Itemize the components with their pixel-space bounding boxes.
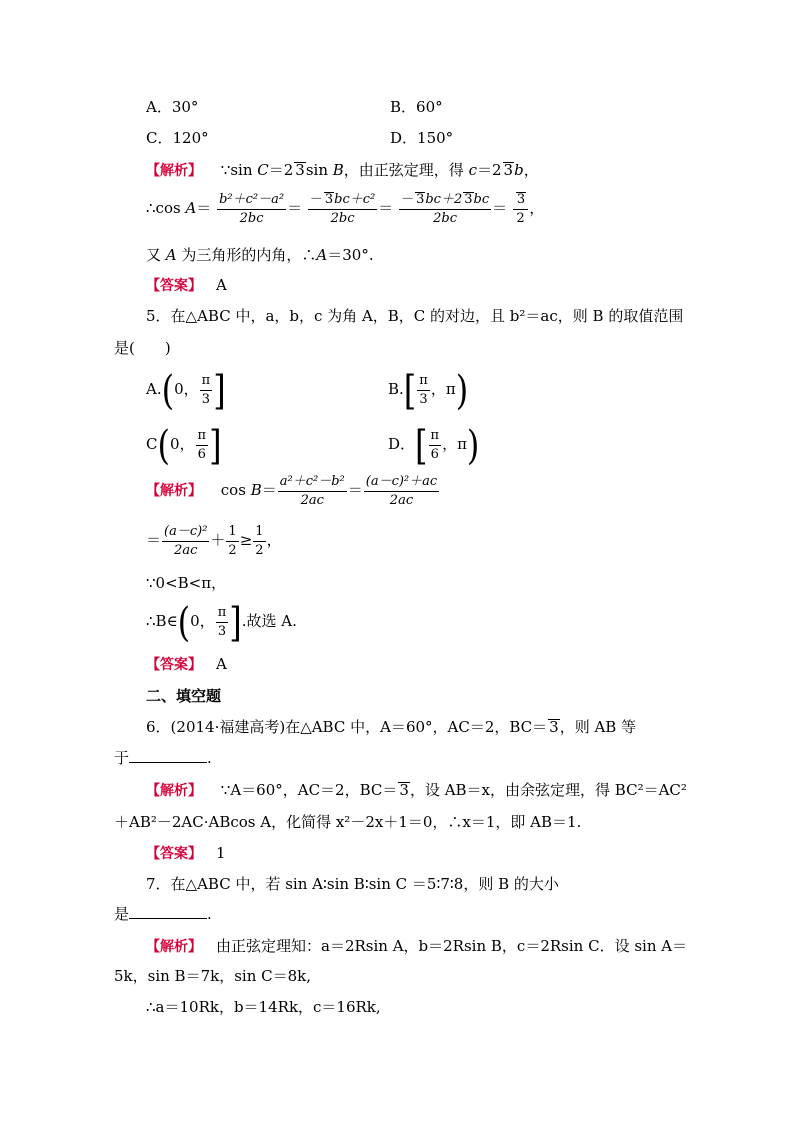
fraction: $\frac{3}{2}$ <box>513 192 528 227</box>
sqrt: 3 <box>295 161 305 179</box>
q4-option-d: D．150° <box>390 129 454 147</box>
fraction: $\frac{\text{b²＋c²－a²}}{2bc}$ <box>219 191 285 226</box>
q5-stem-line-1: 5．在△ABC 中，a，b，c 为角 A，B，C 的对边，且 b²＝ac，则 B 的取值范围 <box>146 307 684 325</box>
fraction: $\frac{\text{－ 3bc＋c²}}{2bc}$ <box>309 191 376 226</box>
q5-analysis-line-1: 【解析】 cos B＝ $\frac{\text{a²＋c²－b²}}{2ac}$ ＝ $\frac{\text{(a－c)²＋ac}}{2ac}$ <box>146 473 438 508</box>
fraction: $\frac{1}{2}$ <box>228 523 237 558</box>
analysis-tag: 【解析】 <box>146 939 202 955</box>
q4-answer: 【答案】 A <box>146 276 227 294</box>
answer-tag: 【答案】 <box>146 846 202 862</box>
analysis-tag: 【解析】 <box>146 163 202 179</box>
q4-option-b: B．60° <box>390 98 443 116</box>
fraction: $\frac{\pi}{6}$ <box>197 427 207 462</box>
fraction: $\frac{\pi}{3}$ <box>419 372 428 407</box>
q6-stem-line-1: 6．(2014·福建高考)在△ABC 中，A＝60°，AC＝2，BC＝ 3，则 AB 等 <box>146 718 637 736</box>
q4-option-c: C．120° <box>146 129 209 147</box>
sqrt: 3 <box>549 718 559 736</box>
q6-analysis-line-2: ＋AB²－2AC·ABcos A，化简得 x²－2x＋1＝0，∴x＝1，即 AB＝1. <box>114 813 582 831</box>
q5-option-b: B.[ $\frac{\pi}{3}$ ，π) <box>388 366 469 414</box>
fraction: $\frac{- 3bc+2 3bc}{2bc}$ <box>401 191 490 226</box>
q7-stem-line-2: 是 . <box>114 905 212 923</box>
analysis-tag: 【解析】 <box>146 783 202 799</box>
q5-analysis-line-2: ＝ $\frac{\text{(a－c)²}}{2ac}$ ＋ $\frac{1}{2}$ ≥ $\frac{1}{2}$ ， <box>146 523 282 558</box>
sqrt: 3 <box>399 781 409 799</box>
fraction: $\frac{\text{(a－c)²＋ac}}{2ac}$ <box>365 473 438 508</box>
fraction: $\frac{\pi}{3}$ <box>217 604 227 639</box>
q5-analysis-line-3: ∵0<B<π， <box>146 574 227 592</box>
answer-tag: 【答案】 <box>146 657 202 673</box>
q7-analysis-line-3: ∴a＝10Rk，b＝14Rk，c＝16Rk, <box>146 998 381 1016</box>
fraction: $\frac{\text{(a－c)²}}{2ac}$ <box>164 523 208 558</box>
q4-analysis-line-2: ∴cos A＝ $\frac{\text{b²＋c²－a²}}{2bc}$ ＝ $\frac{\text{－ 3bc＋c²}}{2bc}$ ＝ $\frac{- 3bc+2 3bc}{2bc}$ ＝ $\frac{3}{2}$ ， <box>146 191 545 226</box>
section-heading: 二、填空题 <box>146 687 222 705</box>
q7-analysis-line-2: 5k，sin B＝7k，sin C＝8k, <box>114 967 312 985</box>
q7-analysis-line-1: 【解析】 由正弦定理知：a＝2Rsin A，b＝2Rsin B，c＝2Rsin C．设 sin A＝ <box>146 937 688 955</box>
answer-blank <box>129 748 207 763</box>
q5-option-a: A.(0， $\frac{\pi}{3}$ ] <box>146 366 226 414</box>
q4-option-a: A．30° <box>146 98 199 116</box>
q6-analysis-line-1: 【解析】 ∵A＝60°，AC＝2，BC＝ 3，设 AB＝x，由余弦定理，得 BC²＝AC² <box>146 781 687 799</box>
q6-stem-line-2: 于 . <box>114 749 212 767</box>
q5-analysis-line-4: ∴B∈(0， $\frac{\pi}{3}$ ].故选 A. <box>146 598 297 646</box>
fraction: $\frac{\pi}{3}$ <box>201 372 211 407</box>
fraction: $\frac{\pi}{6}$ <box>430 427 440 462</box>
q4-analysis-line-1: 【解析】 ∵sin C＝2 3sin B，由正弦定理，得 c＝2 3b， <box>146 161 539 179</box>
q5-option-d: D．[ $\frac{\pi}{6}$ ，π) <box>388 421 480 469</box>
answer-tag: 【答案】 <box>146 278 202 294</box>
q6-answer: 【答案】 1 <box>146 844 226 862</box>
q5-option-c: C(0， $\frac{\pi}{6}$ ] <box>146 421 222 469</box>
answer-blank <box>129 904 207 919</box>
q7-stem-line-1: 7．在△ABC 中，若 sin A∶sin B∶sin C ＝5∶7∶8，则 B 的大小 <box>146 875 559 893</box>
q4-analysis-line-3: 又 A 为三角形的内角，∴A＝30°. <box>146 246 374 264</box>
fraction: $\frac{1}{2}$ <box>255 523 264 558</box>
q5-answer: 【答案】 A <box>146 655 227 673</box>
q5-stem-line-2: 是( ) <box>114 339 171 357</box>
analysis-tag: 【解析】 <box>146 483 202 499</box>
fraction: $\frac{\text{a²＋c²－b²}}{2ac}$ <box>279 473 345 508</box>
sqrt: 3 <box>503 161 514 179</box>
